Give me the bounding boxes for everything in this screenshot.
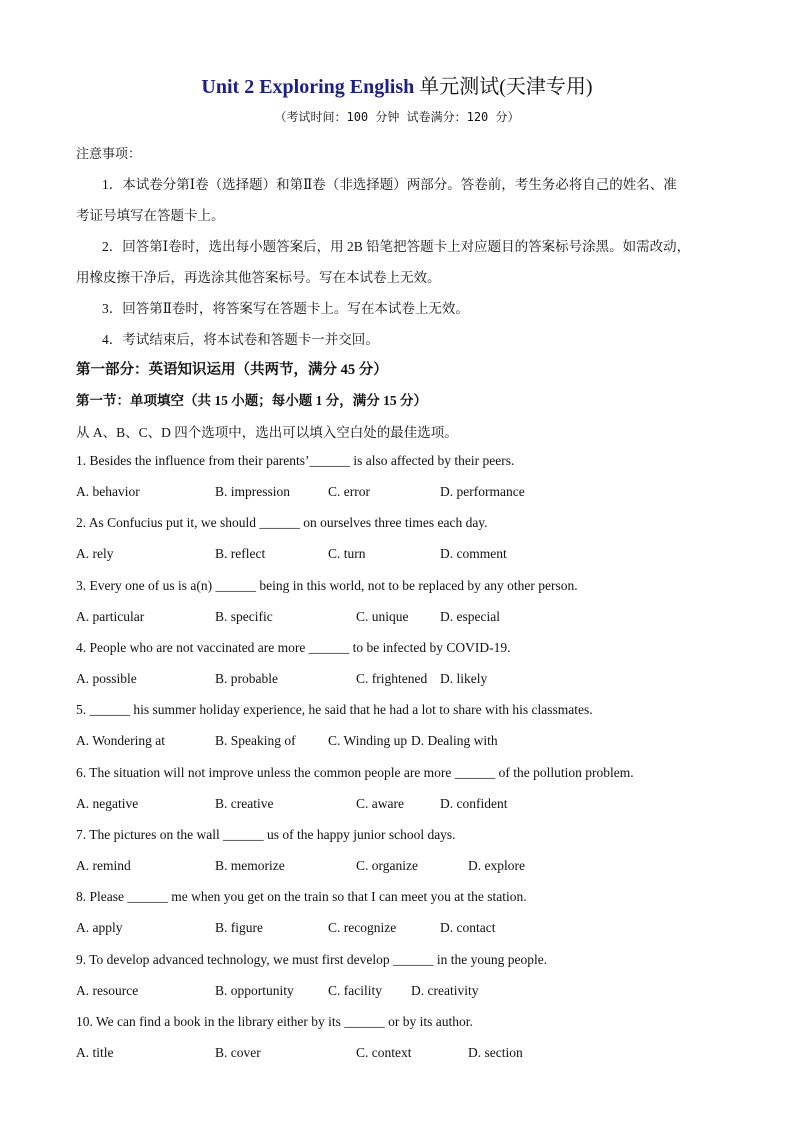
title-english: Unit 2 Exploring English — [201, 76, 415, 98]
option-d[interactable]: D. performance — [440, 484, 525, 499]
question-stem: 4. People who are not vaccinated are more ______ to be infected by COVID-19. — [76, 640, 511, 655]
option-c[interactable]: C. facility — [328, 983, 382, 998]
option-c[interactable]: C. Winding up — [328, 733, 408, 748]
option-d[interactable]: D. confident — [440, 796, 508, 811]
question-stem: 1. Besides the influence from their parents’______ is also affected by their peers. — [76, 453, 515, 468]
option-b[interactable]: B. probable — [215, 671, 278, 686]
option-c[interactable]: C. organize — [356, 858, 418, 873]
title-chinese: 单元测试(天津专用) — [414, 76, 593, 98]
option-a[interactable]: A. apply — [76, 920, 123, 935]
option-b[interactable]: B. opportunity — [215, 983, 294, 998]
option-d[interactable]: D. likely — [440, 671, 488, 686]
page-title — [0, 70, 794, 99]
option-a[interactable]: A. title — [76, 1045, 114, 1060]
option-c[interactable]: C. error — [328, 484, 370, 499]
option-b[interactable]: B. figure — [215, 920, 263, 935]
option-a[interactable]: A. resource — [76, 983, 139, 998]
option-c[interactable]: C. turn — [328, 546, 366, 561]
question-stem: 8. Please ______ me when you get on the train so that I can meet you at the station. — [76, 889, 527, 904]
note-item-2: 2．回答第Ⅰ卷时，选出每小题答案后，用 2B 铅笔把答题卡上对应题目的答案标号涂黑。如需改动， — [102, 239, 691, 254]
option-a[interactable]: A. negative — [76, 796, 139, 811]
option-d[interactable]: D. comment — [440, 546, 507, 561]
option-b[interactable]: B. impression — [215, 484, 291, 499]
option-d[interactable]: D. contact — [440, 920, 496, 935]
option-c[interactable]: C. context — [356, 1045, 412, 1060]
option-b[interactable]: B. cover — [215, 1045, 261, 1060]
option-b[interactable]: B. specific — [215, 609, 273, 624]
option-d[interactable]: D. creativity — [411, 983, 479, 998]
option-c[interactable]: C. recognize — [328, 920, 397, 935]
option-d[interactable]: D. Dealing with — [411, 733, 498, 748]
question-stem: 3. Every one of us is a(n) ______ being in this world, not to be replaced by any other person. — [76, 578, 578, 593]
option-c[interactable]: C. aware — [356, 796, 404, 811]
option-b[interactable]: B. reflect — [215, 546, 266, 561]
option-a[interactable]: A. behavior — [76, 484, 140, 499]
option-a[interactable]: A. possible — [76, 671, 137, 686]
option-b[interactable]: B. creative — [215, 796, 274, 811]
question-stem: 5. ______ his summer holiday experience, he said that he had a lot to share with his classmates. — [76, 702, 593, 717]
question-stem: 7. The pictures on the wall ______ us of the happy junior school days. — [76, 827, 456, 842]
option-a[interactable]: A. Wondering at — [76, 733, 166, 748]
question-stem: 10. We can find a book in the library either by its ______ or by its author. — [76, 1014, 473, 1029]
question-stem: 6. The situation will not improve unless the common people are more ______ of the pollution problem. — [76, 765, 634, 780]
section1-title: 第一节：单项填空（共 15 小题；每小题 1 分，满分 15 分） — [76, 393, 427, 408]
option-a[interactable]: A. particular — [76, 609, 145, 624]
note-item-2-cont: 用橡皮擦干净后，再选涂其他答案标号。写在本试卷上无效。 — [76, 270, 441, 285]
option-d[interactable]: D. especial — [440, 609, 500, 624]
option-d[interactable]: D. explore — [468, 858, 525, 873]
option-a[interactable]: A. remind — [76, 858, 131, 873]
notes-heading: 注意事项： — [76, 146, 142, 161]
option-b[interactable]: B. memorize — [215, 858, 285, 873]
question-stem: 9. To develop advanced technology, we must first develop ______ in the young people. — [76, 952, 548, 967]
option-d[interactable]: D. section — [468, 1045, 523, 1060]
exam-info: （考试时间：100 分钟 试卷满分：120 分） — [274, 110, 520, 124]
option-c[interactable]: C. unique — [356, 609, 409, 624]
part1-title: 第一部分：英语知识运用（共两节，满分 45 分） — [76, 362, 388, 378]
note-item-3: 3．回答第Ⅱ卷时，将答案写在答题卡上。写在本试卷上无效。 — [102, 301, 469, 316]
note-item-1: 1．本试卷分第Ⅰ卷（选择题）和第Ⅱ卷（非选择题）两部分。答卷前，考生务必将自己的姓名、准 — [102, 177, 677, 192]
note-item-1-cont: 考证号填写在答题卡上。 — [76, 208, 225, 223]
section-instruction: 从 A、B、C、D 四个选项中，选出可以填入空白处的最佳选项。 — [76, 425, 458, 440]
option-a[interactable]: A. rely — [76, 546, 114, 561]
option-b[interactable]: B. Speaking of — [215, 733, 296, 748]
question-stem: 2. As Confucius put it, we should ______ on ourselves three times each day. — [76, 515, 488, 530]
option-c[interactable]: C. frightened — [356, 671, 428, 686]
note-item-4: 4．考试结束后，将本试卷和答题卡一并交回。 — [102, 332, 379, 347]
